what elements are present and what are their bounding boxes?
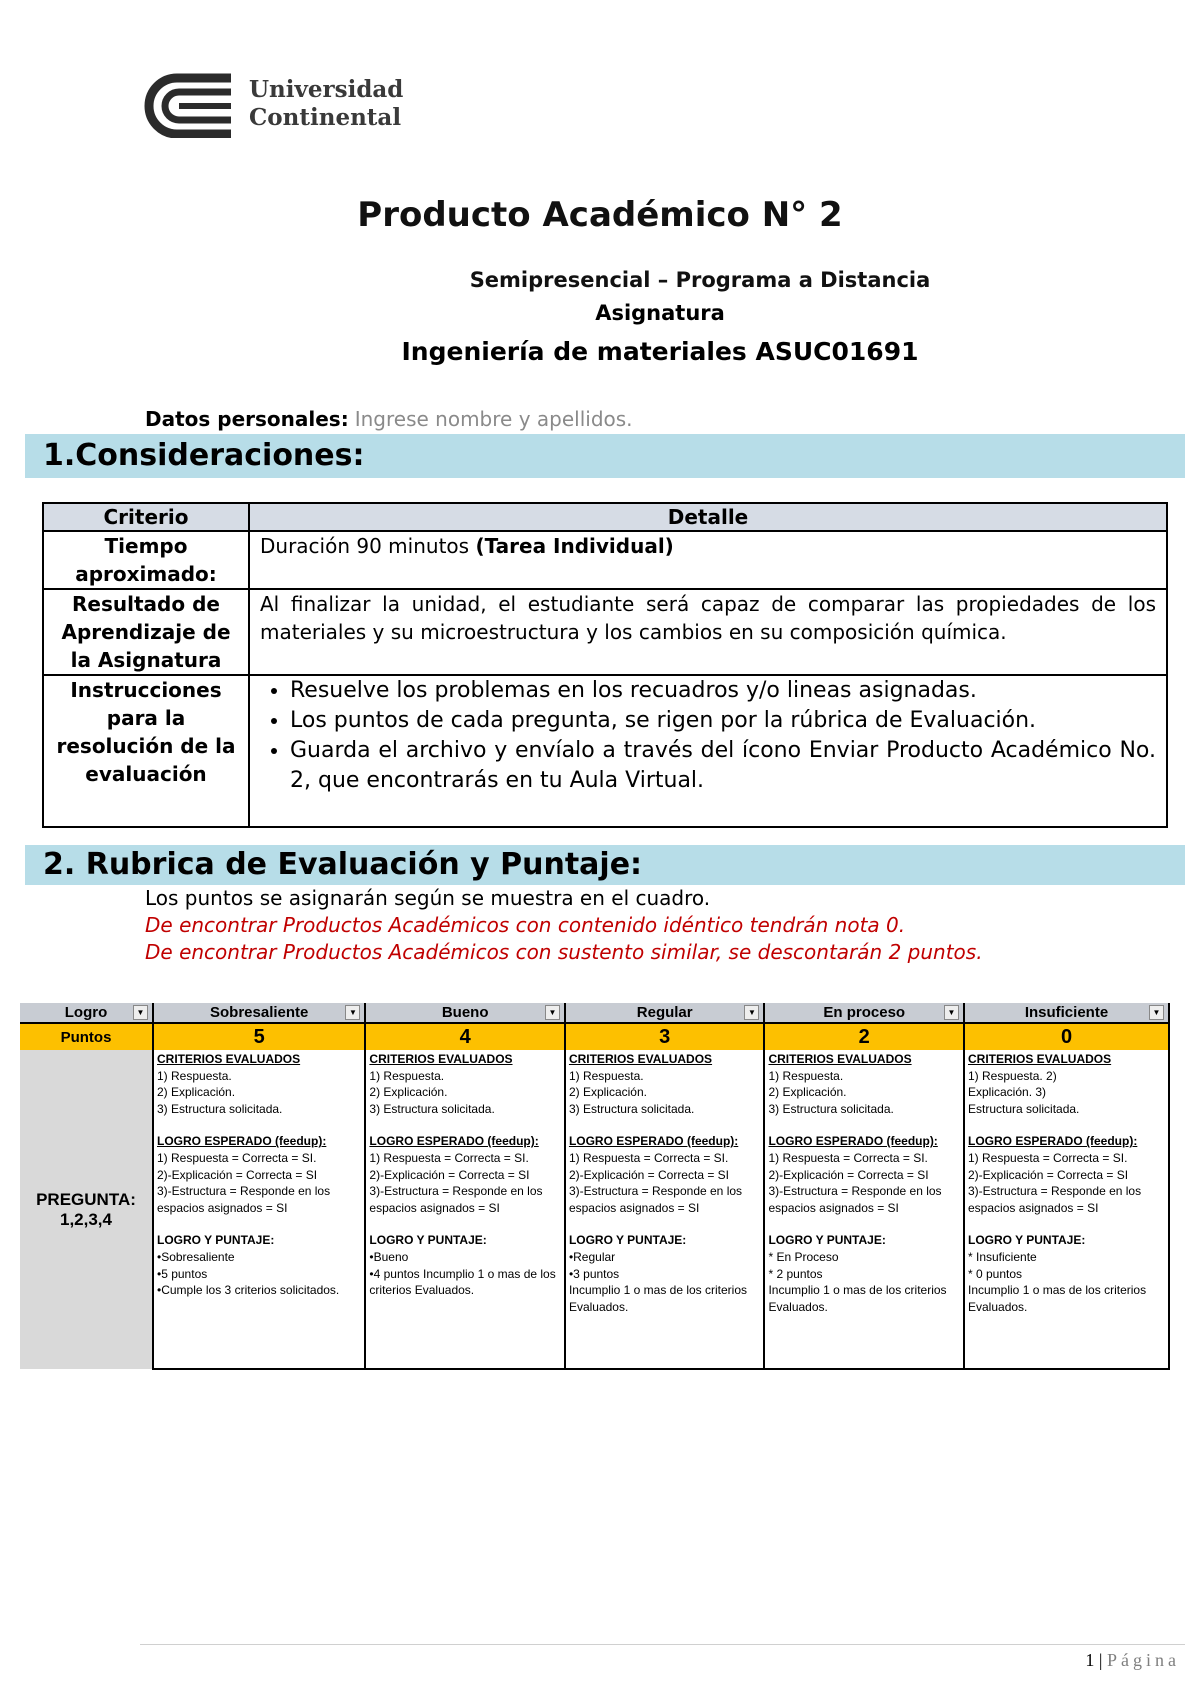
rubric-header-bueno[interactable] (365, 1003, 565, 1023)
note-line-2: De encontrar Productos Académicos con contenido idéntico tendrán nota 0. (145, 913, 906, 937)
spacer (569, 1117, 761, 1133)
criteria-title: CRITERIOS EVALUADOS (768, 1052, 912, 1066)
logo-text (249, 76, 403, 132)
expected-item: 1) Respuesta = Correcta = SI. (768, 1150, 928, 1165)
page-label: Página (1107, 1650, 1180, 1670)
rubric-table (20, 1003, 1170, 1370)
spacer (369, 1117, 561, 1133)
expected-item: 2)-Explicación = Correcta = SI (768, 1167, 929, 1182)
instructions-row (43, 675, 1167, 827)
criteria-title: CRITERIOS EVALUADOS (968, 1052, 1112, 1066)
criteria-item: 2) Explicación. (369, 1085, 448, 1100)
rubric-header-label: Regular (636, 1004, 693, 1021)
name-input[interactable]: Ingrese nombre y apellidos. (354, 407, 633, 431)
expected-item: 2)-Explicación = Correcta = SI (157, 1167, 318, 1182)
rubric-header-en-proceso[interactable] (764, 1003, 964, 1023)
footer-separator: | (1098, 1650, 1103, 1670)
spacer (569, 1216, 761, 1232)
criteria-item: 3) Estructura solicitada. (369, 1101, 495, 1116)
expected-item: 3)-Estructura = Responde en los espacios asignados = SI (369, 1184, 543, 1215)
page-subtitle: Semipresencial – Programa a Distancia (469, 268, 931, 292)
score-item: Incumplio 1 o mas de los criterios Evaluados. (568, 1283, 748, 1314)
rubric-header-label: Insuficiente (1024, 1004, 1109, 1021)
instruction-item: • Los puntos de cada pregunta, se rigen por la rúbrica de Evaluación. (290, 706, 1156, 736)
criteria-item: 3) Estructura solicitada. (768, 1101, 894, 1116)
criteria-item: 1) Respuesta. (369, 1068, 445, 1083)
score-item: •3 puntos (568, 1266, 620, 1281)
criterio-header: Criterio (43, 503, 249, 531)
subject-label: Asignatura (595, 301, 725, 325)
time-bold: (Tarea Individual) (475, 534, 674, 558)
points-value: 0 (964, 1023, 1169, 1050)
score-item: •Bueno (369, 1249, 409, 1264)
points-value: 3 (565, 1023, 765, 1050)
page-number: 1 (1085, 1650, 1095, 1670)
score-item: * En Proceso (768, 1249, 839, 1264)
criteria-item: 2) Explicación. (568, 1085, 647, 1100)
criteria-item: 1) Respuesta. (768, 1068, 844, 1083)
instruction-item: • Resuelve los problemas en los recuadros y/o lineas asignadas. (290, 676, 1156, 706)
score-item: •4 puntos Incumplio 1 o mas de los criterios Evaluados. (369, 1266, 556, 1298)
section-1-header: 1.Consideraciones: (25, 434, 1185, 478)
rubric-header-label: En proceso (823, 1004, 906, 1021)
score-title: LOGRO Y PUNTAJE: (157, 1233, 275, 1248)
criteria-item: 1) Respuesta. (568, 1068, 644, 1083)
criteria-item: 2) Explicación. (157, 1085, 236, 1100)
score-item: •Sobresaliente (157, 1249, 235, 1264)
score-title: LOGRO Y PUNTAJE: (968, 1233, 1086, 1248)
rubric-cell (153, 1050, 365, 1369)
section-2-header: 2. Rubrica de Evaluación y Puntaje: (25, 845, 1185, 885)
score-item: * 2 puntos (768, 1266, 823, 1281)
university-logo (143, 70, 404, 140)
criteria-item: Estructura solicitada. (968, 1101, 1080, 1116)
rubric-header-label: Bueno (441, 1004, 489, 1021)
footer-divider (140, 1644, 1185, 1645)
criteria-item: 3) Estructura solicitada. (157, 1101, 283, 1116)
expected-item: 2)-Explicación = Correcta = SI (369, 1167, 530, 1182)
rubric-header-sobresaliente[interactable] (153, 1003, 365, 1023)
expected-title: LOGRO ESPERADO (feedup): (157, 1134, 327, 1149)
filter-dropdown-icon[interactable]: ▼ (133, 1005, 148, 1020)
criteria-title: CRITERIOS EVALUADOS (568, 1052, 713, 1066)
expected-item: 1) Respuesta = Correcta = SI. (568, 1150, 729, 1165)
subject-name: Ingeniería de materiales ASUC01691 (401, 337, 919, 366)
rubric-header-regular[interactable] (565, 1003, 765, 1023)
spacer (369, 1216, 561, 1232)
spacer (157, 1117, 361, 1133)
expected-title: LOGRO ESPERADO (feedup): (968, 1134, 1138, 1149)
expected-item: 2)-Explicación = Correcta = SI (568, 1167, 730, 1182)
criteria-item: 2) Explicación. (768, 1085, 847, 1100)
rubric-cell (365, 1050, 565, 1369)
instructions-list (260, 676, 1156, 796)
expected-item: 3)-Estructura = Responde en los espacios asignados = SI (157, 1184, 331, 1215)
spacer (768, 1117, 960, 1133)
score-item: Incumplio 1 o mas de los criterios Evaluados. (768, 1283, 947, 1314)
considerations-table (42, 502, 1168, 828)
spacer (968, 1117, 1165, 1133)
personal-data (145, 407, 633, 431)
spacer (968, 1216, 1165, 1232)
filter-dropdown-icon[interactable]: ▼ (944, 1005, 959, 1020)
expected-item: 3)-Estructura = Responde en los espacios asignados = SI (768, 1184, 942, 1215)
page-title: Producto Académico N° 2 (357, 195, 843, 235)
time-detail (249, 531, 1167, 589)
criteria-item: 3) Estructura solicitada. (568, 1101, 695, 1116)
time-label: Tiempo aproximado: (43, 531, 249, 589)
rubric-header-logro[interactable] (20, 1003, 153, 1023)
criteria-item: 1) Respuesta. (157, 1068, 232, 1083)
expected-title: LOGRO ESPERADO (feedup): (768, 1134, 938, 1149)
expected-item: 1) Respuesta = Correcta = SI. (157, 1150, 317, 1165)
expected-title: LOGRO ESPERADO (feedup): (568, 1134, 739, 1149)
expected-item: 3)-Estructura = Responde en los espacios asignados = SI (568, 1184, 743, 1215)
rubric-cell (565, 1050, 765, 1369)
note-line-3: De encontrar Productos Académicos con sustento similar, se descontarán 2 puntos. (145, 940, 983, 964)
rubric-cell (764, 1050, 964, 1369)
instructions-label: Instrucciones para la resolución de la evaluación (43, 675, 249, 827)
considerations-header-row (43, 503, 1167, 531)
time-row (43, 531, 1167, 589)
rubric-header-row (20, 1003, 1169, 1023)
result-row (43, 589, 1167, 675)
score-title: LOGRO Y PUNTAJE: (369, 1233, 487, 1248)
criteria-title: CRITERIOS EVALUADOS (369, 1052, 513, 1066)
instruction-item: • Guarda el archivo y envíalo a través del ícono Enviar Producto Académico No. 2, que encontrarás en tu Aula Virtual. (290, 736, 1156, 796)
criteria-title: CRITERIOS EVALUADOS (157, 1052, 301, 1066)
expected-item: 2)-Explicación = Correcta = SI (968, 1167, 1129, 1182)
question-label: PREGUNTA: 1,2,3,4 (20, 1050, 153, 1369)
expected-item: 3)-Estructura = Responde en los espacios asignados = SI (968, 1184, 1142, 1215)
spacer (768, 1216, 960, 1232)
score-item: * Insuficiente (968, 1249, 1037, 1264)
criteria-item: 1) Respuesta. 2) (968, 1068, 1057, 1083)
instructions-detail (249, 675, 1167, 827)
score-title: LOGRO Y PUNTAJE: (768, 1233, 886, 1248)
logo-line-1: Universidad (249, 76, 404, 103)
result-detail: Al finalizar la unidad, el estudiante será capaz de comparar las propiedades de los materiales y su microestructura y los cambios en su composición química. (249, 589, 1167, 675)
page-footer (1000, 1650, 1180, 1671)
result-label: Resultado de Aprendizaje de la Asignatura (43, 589, 249, 675)
logo-line-2: Continental (249, 104, 402, 131)
expected-title: LOGRO ESPERADO (feedup): (369, 1134, 539, 1149)
time-text: Duración 90 minutos (260, 534, 470, 558)
score-item: Incumplio 1 o mas de los criterios Evaluados. (968, 1283, 1147, 1314)
filter-dropdown-icon[interactable]: ▼ (1149, 1005, 1164, 1020)
spacer (157, 1216, 361, 1232)
logo-mark-icon (143, 72, 235, 138)
filter-dropdown-icon[interactable]: ▼ (345, 1005, 360, 1020)
score-item: •Cumple los 3 criterios solicitados. (157, 1283, 340, 1298)
detalle-header: Detalle (249, 503, 1167, 531)
points-value: 5 (153, 1023, 365, 1050)
score-item: •Regular (568, 1249, 616, 1264)
score-title: LOGRO Y PUNTAJE: (568, 1233, 687, 1248)
rubric-points-row (20, 1023, 1169, 1050)
note-line-1: Los puntos se asignarán según se muestra en el cuadro. (145, 886, 711, 910)
points-value: 2 (764, 1023, 964, 1050)
rubric-header-label: Logro (64, 1004, 108, 1021)
filter-dropdown-icon[interactable]: ▼ (744, 1005, 759, 1020)
rubric-header-label: Sobresaliente (210, 1004, 309, 1021)
points-label: Puntos (20, 1023, 153, 1050)
rubric-question-row (20, 1050, 1169, 1369)
criteria-item: Explicación. 3) (968, 1085, 1047, 1100)
rubric-header-insuficiente[interactable] (964, 1003, 1169, 1023)
rubric-cell (964, 1050, 1169, 1369)
expected-item: 1) Respuesta = Correcta = SI. (369, 1150, 529, 1165)
personal-data-label: Datos personales: (145, 407, 349, 431)
expected-item: 1) Respuesta = Correcta = SI. (968, 1150, 1128, 1165)
score-item: •5 puntos (157, 1266, 208, 1281)
points-value: 4 (365, 1023, 565, 1050)
score-item: * 0 puntos (968, 1266, 1023, 1281)
filter-dropdown-icon[interactable]: ▼ (545, 1005, 560, 1020)
